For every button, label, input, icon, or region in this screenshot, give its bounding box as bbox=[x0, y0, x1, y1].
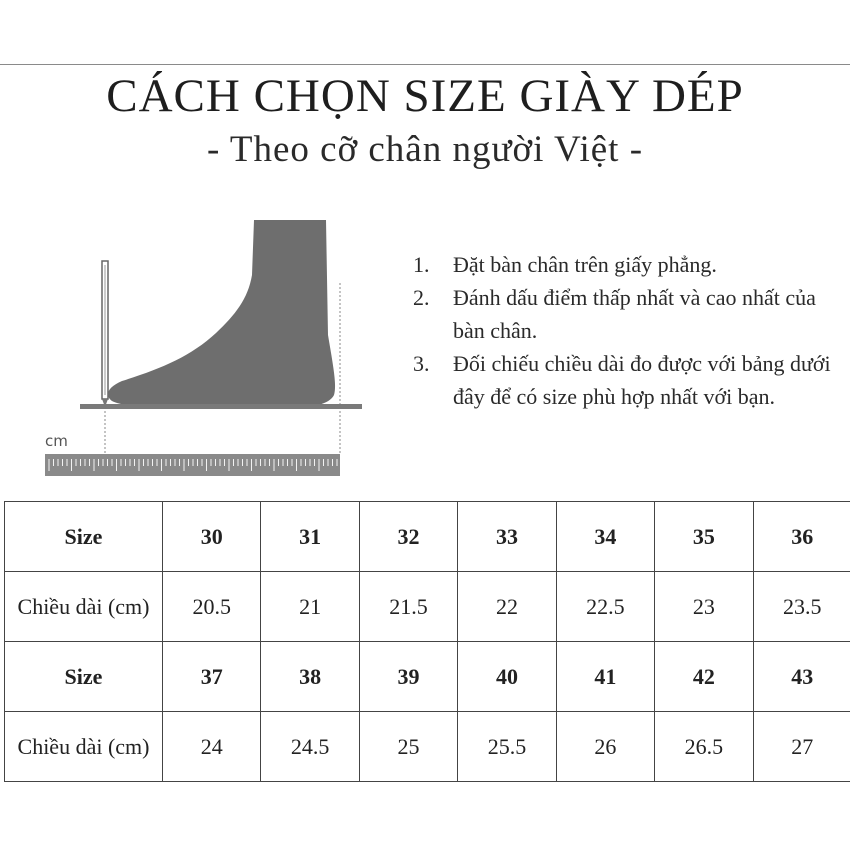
size-cell: 30 bbox=[163, 502, 261, 572]
size-cell: 42 bbox=[655, 642, 753, 712]
foot-icon bbox=[108, 220, 335, 408]
step-text: Đặt bàn chân trên giấy phẳng. bbox=[453, 252, 717, 277]
table-row-sizes bbox=[5, 642, 850, 712]
length-header-cell: Chiều dài (cm) bbox=[5, 712, 163, 782]
size-header-cell: Size bbox=[5, 642, 163, 712]
length-cell: 26 bbox=[556, 712, 654, 782]
top-divider bbox=[0, 64, 850, 65]
size-cell: 34 bbox=[556, 502, 654, 572]
length-cell: 25 bbox=[359, 712, 457, 782]
length-cell: 21.5 bbox=[359, 572, 457, 642]
foot-measure-illustration bbox=[40, 215, 370, 485]
size-cell: 33 bbox=[458, 502, 556, 572]
size-cell: 43 bbox=[753, 642, 850, 712]
step-number: 1. bbox=[413, 252, 430, 277]
step-text: Đánh dấu điểm thấp nhất và cao nhất của bàn chân. bbox=[453, 285, 816, 343]
length-cell: 22.5 bbox=[556, 572, 654, 642]
step-number: 3. bbox=[413, 351, 430, 376]
size-header-cell: Size bbox=[5, 502, 163, 572]
size-cell: 41 bbox=[556, 642, 654, 712]
length-cell: 23.5 bbox=[753, 572, 850, 642]
size-cell: 32 bbox=[359, 502, 457, 572]
step-text: Đối chiếu chiều dài đo được với bảng dưới đây để có size phù hợp nhất với bạn. bbox=[453, 351, 831, 409]
length-cell: 24.5 bbox=[261, 712, 359, 782]
length-cell: 22 bbox=[458, 572, 556, 642]
instruction-step bbox=[413, 281, 833, 347]
size-chart-table bbox=[4, 501, 850, 782]
table-row-lengths bbox=[5, 712, 850, 782]
length-cell: 26.5 bbox=[655, 712, 753, 782]
instruction-list bbox=[413, 248, 833, 413]
length-cell: 21 bbox=[261, 572, 359, 642]
table-row-sizes bbox=[5, 502, 850, 572]
size-cell: 38 bbox=[261, 642, 359, 712]
size-cell: 37 bbox=[163, 642, 261, 712]
length-cell: 25.5 bbox=[458, 712, 556, 782]
size-cell: 36 bbox=[753, 502, 850, 572]
size-cell: 31 bbox=[261, 502, 359, 572]
size-cell: 39 bbox=[359, 642, 457, 712]
length-cell: 27 bbox=[753, 712, 850, 782]
size-cell: 40 bbox=[458, 642, 556, 712]
floor-line bbox=[80, 404, 362, 409]
size-cell: 35 bbox=[655, 502, 753, 572]
table-row-lengths bbox=[5, 572, 850, 642]
instruction-step bbox=[413, 248, 833, 281]
length-header-cell: Chiều dài (cm) bbox=[5, 572, 163, 642]
unit-label: cm bbox=[45, 432, 68, 450]
page-title: CÁCH CHỌN SIZE GIÀY DÉP bbox=[106, 70, 744, 122]
ruler bbox=[45, 454, 340, 476]
length-cell: 24 bbox=[163, 712, 261, 782]
length-cell: 23 bbox=[655, 572, 753, 642]
instruction-step bbox=[413, 347, 833, 413]
page-subtitle: - Theo cỡ chân người Việt - bbox=[206, 129, 644, 170]
length-cell: 20.5 bbox=[163, 572, 261, 642]
step-number: 2. bbox=[413, 285, 430, 310]
pencil-icon bbox=[102, 261, 108, 407]
